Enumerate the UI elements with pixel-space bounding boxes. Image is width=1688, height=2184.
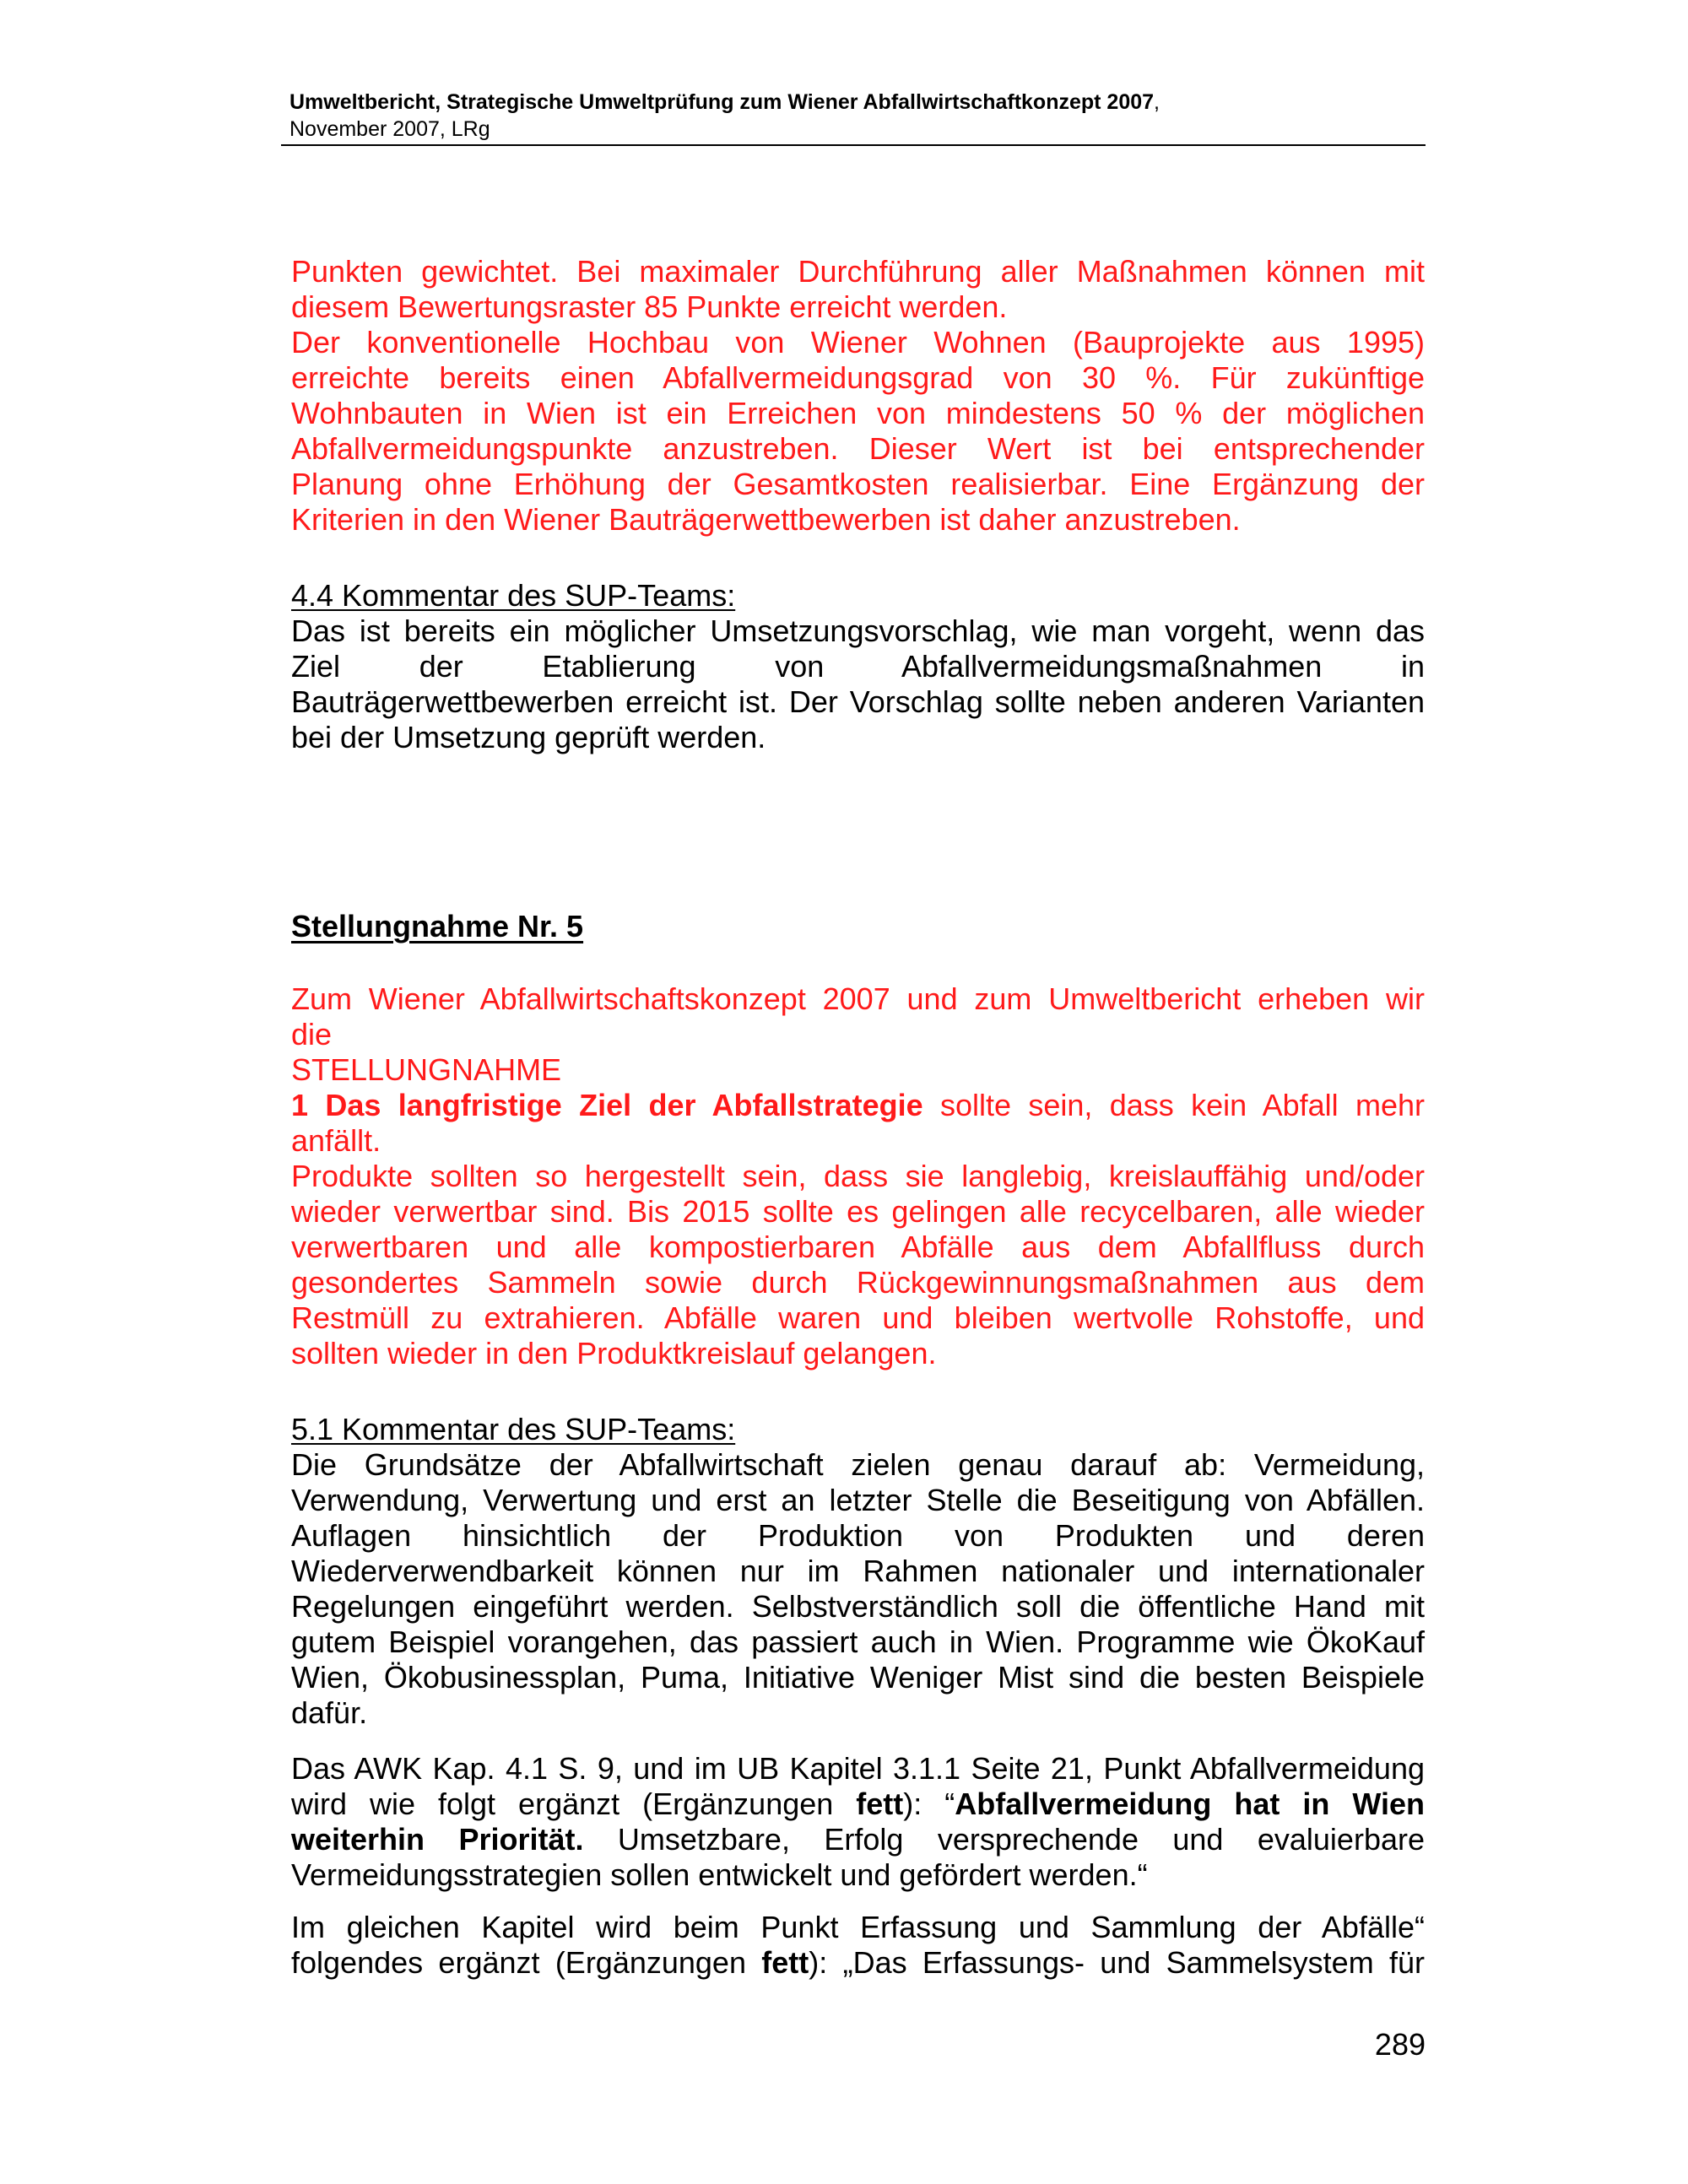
text-line: verwertbaren und alle kompostierbaren Abfälle aus dem Abfallfluss durch <box>291 1230 1425 1264</box>
text-line: Planung ohne Erhöhung der Gesamtkosten realisierbar. Eine Ergänzung der <box>291 467 1425 501</box>
text-line: wird wie folgt ergänzt (Ergänzungen fett): “Abfallvermeidung hat in Wien <box>291 1787 1425 1821</box>
text-line: Abfallvermeidungspunkte anzustreben. Dieser Wert ist bei entsprechender <box>291 431 1425 466</box>
header-divider <box>281 144 1426 146</box>
text-line: Ziel der Etablierung von Abfallvermeidungsmaßnahmen in <box>291 649 1425 684</box>
comment-5-1-paragraph-3 <box>291 1910 1425 1981</box>
comment-5-1 <box>291 1412 1425 1731</box>
statement-heading: Stellungnahme Nr. 5 <box>291 909 584 943</box>
text-line: Verwendung, Verwertung und erst an letzter Stelle die Beseitigung von Abfällen. <box>291 1483 1425 1517</box>
comment-4-4 <box>291 578 1425 755</box>
continuation-paragraph <box>291 254 1425 538</box>
point-1-rest: sollte sein, dass kein Abfall mehr <box>922 1088 1425 1122</box>
text-line: die <box>291 1017 333 1051</box>
text-line: Die Grundsätze der Abfallwirtschaft zielen genau darauf ab: Vermeidung, <box>291 1447 1425 1482</box>
comment-heading: 5.1 Kommentar des SUP-Teams: <box>291 1412 736 1446</box>
text-line: Wien, Ökobusinessplan, Puma, Initiative Weniger Mist sind die besten Beispiele <box>291 1660 1425 1695</box>
text-line: erreichte bereits einen Abfallvermeidungsgrad von 30 %. Für zukünftige <box>291 360 1425 395</box>
statement-heading-block <box>291 909 1425 944</box>
text-line: Zum Wiener Abfallwirtschaftskonzept 2007 und zum Umweltbericht erheben wir <box>291 981 1425 1016</box>
text-line: anfällt. <box>291 1123 381 1158</box>
text-line: dafür. <box>291 1695 368 1730</box>
text-line: Kriterien in den Wiener Bauträgerwettbewerben ist daher anzustreben. <box>291 502 1241 537</box>
point-1-bold: 1 Das langfristige Ziel der Abfallstrategie <box>291 1088 923 1122</box>
page-number: 289 <box>1374 2027 1426 2062</box>
comment-heading: 4.4 Kommentar des SUP-Teams: <box>291 578 736 613</box>
text-line: Bauträgerwettbewerben erreicht ist. Der Vorschlag sollte neben anderen Varianten <box>291 684 1425 719</box>
statement-point-1 <box>291 1088 1425 1123</box>
text-line: gutem Beispiel vorangehen, das passiert auch in Wien. Programme wie ÖkoKauf <box>291 1624 1425 1659</box>
statement-5-body <box>291 981 1425 1371</box>
text-line: Produkte sollten so hergestellt sein, dass sie langlebig, kreislauffähig und/oder <box>291 1159 1425 1193</box>
text-line: Das AWK Kap. 4.1 S. 9, und im UB Kapitel 3.1.1 Seite 21, Punkt Abfallvermeidung <box>291 1751 1425 1786</box>
text-line: Wiederverwendbarkeit können nur im Rahmen nationaler und internationaler <box>291 1554 1425 1588</box>
header-subtitle: November 2007, LRg <box>289 117 490 141</box>
statement-caps: STELLUNGNAHME <box>291 1052 562 1087</box>
text-line: gesondertes Sammeln sowie durch Rückgewinnungsmaßnahmen aus dem <box>291 1265 1425 1300</box>
text-line: Vermeidungsstrategien sollen entwickelt und gefördert werden.“ <box>291 1857 1148 1892</box>
text-line: wieder verwertbar sind. Bis 2015 sollte es gelingen alle recycelbaren, alle wieder <box>291 1194 1425 1229</box>
text-line: weiterhin Priorität. Umsetzbare, Erfolg versprechende und evaluierbare <box>291 1822 1425 1857</box>
text-line: diesem Bewertungsraster 85 Punkte erreicht werden. <box>291 289 1008 324</box>
text-line: Im gleichen Kapitel wird beim Punkt Erfassung und Sammlung der Abfälle“ <box>291 1910 1425 1944</box>
text-line: Wohnbauten in Wien ist ein Erreichen von mindestens 50 % der möglichen <box>291 396 1425 430</box>
text-line: Regelungen eingeführt werden. Selbstverständlich soll die öffentliche Hand mit <box>291 1589 1425 1624</box>
text-line: Auflagen hinsichtlich der Produktion von Produkten und deren <box>291 1518 1425 1553</box>
text-line: Das ist bereits ein möglicher Umsetzungsvorschlag, wie man vorgeht, wenn das <box>291 614 1425 648</box>
page-header <box>289 88 1425 142</box>
text-line: folgendes ergänzt (Ergänzungen fett): „Das Erfassungs- und Sammelsystem für <box>291 1945 1425 1980</box>
text-line: Punkten gewichtet. Bei maximaler Durchführung aller Maßnahmen können mit <box>291 254 1425 289</box>
text-line: sollten wieder in den Produktkreislauf gelangen. <box>291 1336 937 1370</box>
text-line: Der konventionelle Hochbau von Wiener Wohnen (Bauprojekte aus 1995) <box>291 325 1425 359</box>
text-line: Restmüll zu extrahieren. Abfälle waren und bleiben wertvolle Rohstoffe, und <box>291 1300 1425 1335</box>
header-title: Umweltbericht, Strategische Umweltprüfung zum Wiener Abfallwirtschaftkonzept 2007, <box>289 90 1160 114</box>
text-line: bei der Umsetzung geprüft werden. <box>291 720 766 754</box>
comment-5-1-paragraph-2 <box>291 1751 1425 1893</box>
